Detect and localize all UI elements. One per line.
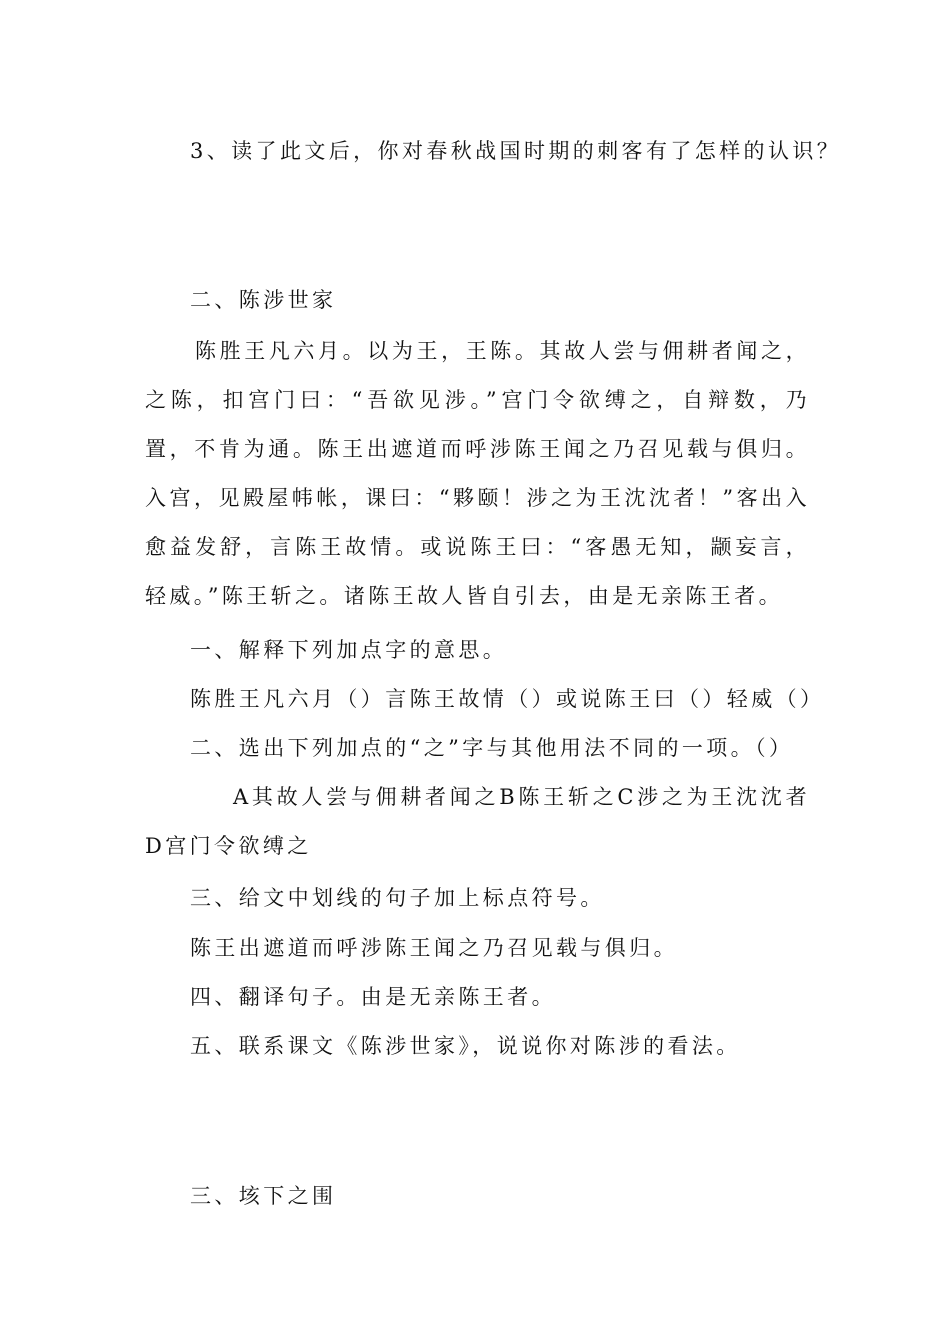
passage-text: 陈胜王凡六月。以为王，王陈。其故人尝与佣耕者闻之，之陈，扣宫门曰：“吾欲见涉。”宫门令欲缚之，自辩数，乃置，不肯为通。陈王出遮道而呼涉陈王闻之乃召见载与俱归。入宫，见殿屋帏帐，课曰：“夥颐！涉之为王沈沈者！”客出入愈益发舒，言陈王故情。或说陈王曰：“客愚无知，颛妄言，轻威。”陈王斩之。诸陈王故人皆自引去，由是无亲陈王者。 (145, 339, 810, 608)
section-heading-gaixia: 三、垓下之围 (190, 1184, 337, 1208)
exercise-1-items: 陈胜王凡六月（）言陈王故情（）或说陈王曰（）轻威（） (190, 687, 825, 711)
question-3: 3、读了此文后，你对春秋战国时期的刺客有了怎样的认识？ (190, 139, 842, 163)
exercise-4-title: 四、翻译句子。由是无亲陈王者。 (190, 985, 556, 1009)
section-heading-chen-she: 二、陈涉世家 (190, 288, 337, 312)
exercise-2-title: 二、选出下列加点的“之”字与其他用法不同的一项。（） (190, 736, 794, 760)
exercise-3-title: 三、给文中划线的句子加上标点符号。 (190, 886, 605, 910)
exercise-1-title: 一、解释下列加点字的意思。 (190, 638, 508, 662)
exercise-5-title: 五、联系课文《陈涉世家》，说说你对陈涉的看法。 (190, 1034, 741, 1058)
exercise-3-sentence: 陈王出遮道而呼涉陈王闻之乃召见载与俱归。 (190, 936, 678, 960)
exercise-2-options: A其故人尝与佣耕者闻之B陈王斩之C涉之为王沈沈者D宫门令欲缚之 (145, 785, 810, 858)
